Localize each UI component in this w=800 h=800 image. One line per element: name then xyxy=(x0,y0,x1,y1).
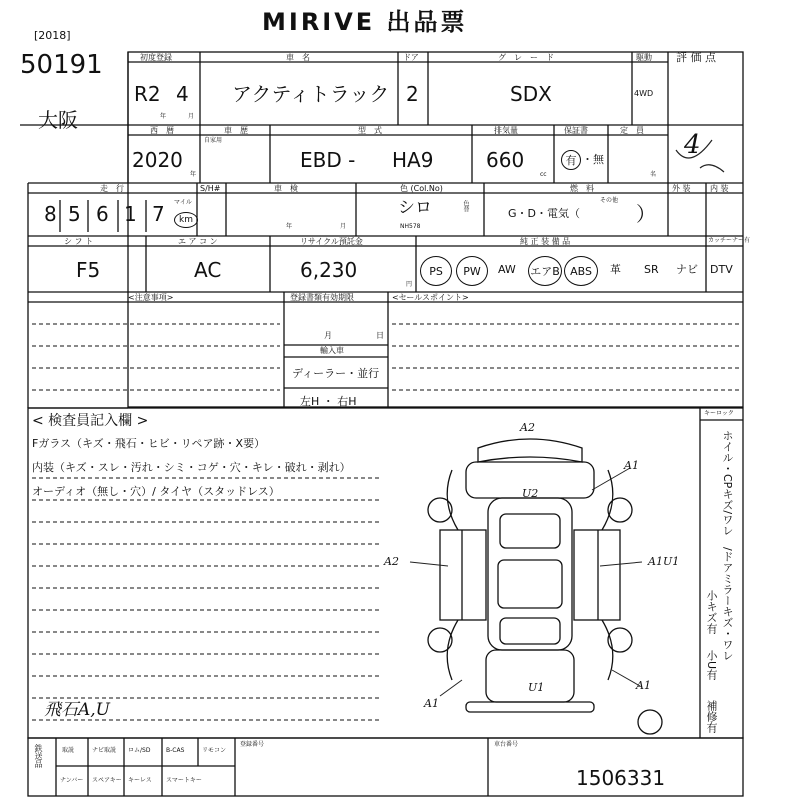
first-registration-label: 初度登録 xyxy=(140,53,172,62)
ac-value: AC xyxy=(194,258,222,282)
document-title: MIRIVE 出品票 xyxy=(262,8,468,36)
inspector-line-glass: Fガラス（キズ・飛石・ヒビ・リペア跡・X要） xyxy=(32,437,266,450)
color-change-label: 色替 xyxy=(462,200,469,212)
inspector-line-audio: オーディオ（無し・穴）/ タイヤ（スタッドレス） xyxy=(32,485,280,498)
mileage-digit: 8 xyxy=(44,202,57,226)
legend-sub: 小キズ有 xyxy=(705,590,718,634)
fuel-options: G・D・電気（ xyxy=(508,207,580,220)
equip-navi: ナビ xyxy=(676,263,698,276)
steering-value: 左H ・ 右H xyxy=(300,395,357,408)
key-lock-label: キーロック xyxy=(704,410,734,417)
item-spare-key: スペアキー xyxy=(92,777,122,784)
model-type-label: 型 式 xyxy=(358,126,382,135)
chassis-number: 1506331 xyxy=(576,766,666,790)
recycle-fee: 6,230 xyxy=(300,258,358,282)
doc-expiry-label: 登録書類有効期限 xyxy=(290,293,354,302)
mark-rear-right: A1 xyxy=(636,679,651,692)
lot-number: 50191 xyxy=(20,50,103,80)
shift-label: シ フ ト xyxy=(64,237,94,246)
car-name: アクティトラック xyxy=(232,82,390,106)
venue-label: 大阪 xyxy=(38,108,78,132)
equip-sr: SR xyxy=(644,263,659,276)
sales-point-label: <セールスポイント> xyxy=(392,293,469,302)
inspector-handwriting: 飛石A,U xyxy=(44,700,111,720)
color-code: NH578 xyxy=(400,223,421,230)
item-manual: 取説 xyxy=(62,747,75,754)
registration-month: 4 xyxy=(176,82,189,106)
equip-ps: PS xyxy=(420,256,452,286)
mark-right: A1U1 xyxy=(648,555,680,568)
score-label: 評 価 点 xyxy=(676,51,716,64)
drive-value: 4WD xyxy=(634,89,654,98)
equip-abs: ABS xyxy=(564,256,598,286)
mark-left: A2 xyxy=(384,555,399,568)
ac-label: エ ア コ ン xyxy=(178,237,218,246)
sh-label: S/H# xyxy=(200,184,221,193)
expiry-unit-month: 月 xyxy=(324,331,332,340)
shipped-items-label: 鉄送品 xyxy=(34,744,43,768)
drive-label: 駆動 xyxy=(636,53,652,62)
mileage-digit: 1 xyxy=(124,202,137,226)
item-rom-sd: ロム/SD xyxy=(128,747,151,754)
fuel-close: ） xyxy=(636,202,656,226)
item-keyless: キーレス xyxy=(128,777,152,784)
color-label: 色 (Col.No) xyxy=(400,184,443,193)
recycle-unit: 円 xyxy=(406,281,413,288)
equip-leather: 革 xyxy=(610,263,621,276)
equip-pw: PW xyxy=(456,256,488,286)
model-prefix: EBD - xyxy=(300,148,356,172)
displacement: 660 xyxy=(486,148,525,172)
equip-aw: AW xyxy=(498,263,516,276)
warranty-yes: 有 xyxy=(561,150,581,170)
item-navi-manual: ナビ取説 xyxy=(92,747,117,754)
warranty-no: ・無 xyxy=(582,153,604,166)
shift-value: F5 xyxy=(76,258,101,282)
western-year-label: 西 暦 xyxy=(150,126,174,135)
color-value: シロ xyxy=(398,198,432,218)
western-year: 2020 xyxy=(132,148,183,172)
inspector-title: < 検査員記入欄 > xyxy=(32,413,149,429)
mark-front-right: A1 xyxy=(624,459,639,472)
warranty-label: 保証書 xyxy=(564,126,588,135)
registration-number-label: 登録番号 xyxy=(240,741,265,748)
unit-year: 年 xyxy=(160,113,167,120)
model-code: HA9 xyxy=(392,148,434,172)
score-value: 4 xyxy=(684,130,701,160)
history-note: 自家用 xyxy=(204,137,223,144)
displacement-unit: cc xyxy=(540,171,547,178)
fuel-other: その他 xyxy=(600,197,619,204)
grade-value: SDX xyxy=(510,82,552,106)
exterior-label: 外 装 xyxy=(672,184,691,193)
inspector-line-interior: 内装（キズ・スレ・汚れ・シミ・コゲ・穴・キレ・破れ・剥れ） xyxy=(32,461,351,474)
mile-unit: マイル xyxy=(174,199,192,206)
seats-unit: 名 xyxy=(650,171,657,178)
year-tag: [2018] xyxy=(34,29,71,42)
equip-dtv: DTV xyxy=(710,263,733,276)
mark-top: A2 xyxy=(520,421,535,434)
door-count: 2 xyxy=(406,82,419,106)
legend-text: ホイル・CPキズ/ワレ /ドアミラーキズ・ワレ xyxy=(721,430,734,661)
item-bcas: B-CAS xyxy=(166,747,185,754)
cut-label: カッチーナー有 xyxy=(708,237,750,244)
legend-sub-3: 補修有 xyxy=(705,700,718,733)
mileage-digit: 6 xyxy=(96,202,109,226)
km-unit: km xyxy=(174,212,198,228)
mileage-digit: 7 xyxy=(152,202,165,226)
equip-airbag: エアB xyxy=(528,256,562,286)
displacement-label: 排気量 xyxy=(494,126,518,135)
notes-label: <注意事項> xyxy=(128,293,174,302)
seats-label: 定 員 xyxy=(620,126,644,135)
unit-month: 月 xyxy=(188,113,195,120)
unit-year-2: 年 xyxy=(190,171,197,178)
item-remote: リモコン xyxy=(202,747,227,754)
interior-label: 内 装 xyxy=(710,184,729,193)
mileage-digit: 5 xyxy=(68,202,81,226)
car-name-label: 車 名 xyxy=(286,53,310,62)
import-value: ディーラー・並行 xyxy=(292,367,380,380)
door-label: ドア xyxy=(403,53,419,62)
grade-label: グ レ ー ド xyxy=(498,53,554,62)
mileage-label: 走 行 xyxy=(100,184,124,193)
equipment-label: 純 正 装 備 品 xyxy=(520,237,571,246)
history-label: 車 歴 xyxy=(224,126,248,135)
recycle-label: リサイクル預託金 xyxy=(300,237,363,246)
registration-era: R2 xyxy=(134,82,161,106)
import-label: 輸入車 xyxy=(320,346,344,355)
chassis-number-label: 車台番号 xyxy=(494,741,519,748)
item-number-plate: ナンバー xyxy=(60,777,84,784)
inspection-unit-month: 月 xyxy=(340,223,347,230)
fuel-label: 燃 料 xyxy=(570,184,594,193)
mark-rear-left: A1 xyxy=(424,697,439,710)
inspection-unit-year: 年 xyxy=(286,223,293,230)
car-diagram xyxy=(428,439,662,734)
mark-bottom: U1 xyxy=(528,681,545,694)
expiry-unit-day: 日 xyxy=(376,331,384,340)
inspection-label: 車 検 xyxy=(274,184,298,193)
item-smart-key: スマートキー xyxy=(166,777,202,784)
mark-center: U2 xyxy=(522,487,539,500)
legend-sub-2: 小U有 xyxy=(705,650,718,681)
